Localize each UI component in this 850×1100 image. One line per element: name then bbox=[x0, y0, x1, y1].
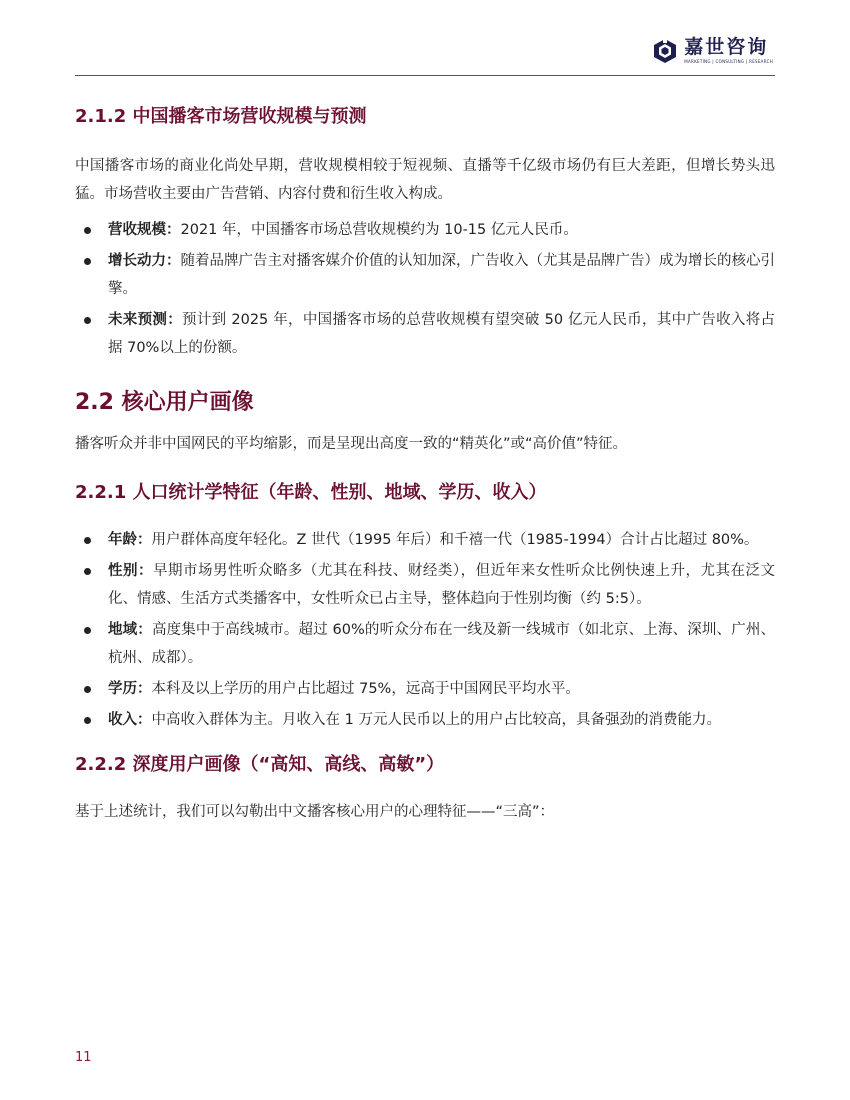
section-heading-2-2-1: 2.2.1 人口统计学特征（年龄、性别、地域、学历、收入） bbox=[75, 482, 547, 503]
bullet-icon bbox=[84, 686, 91, 693]
list-item: 地域：高度集中于高线城市。超过 60%的听众分布在一线及新一线城市（如北京、上海、深圳、广州、杭州、成都）。 bbox=[75, 616, 775, 672]
section-2-2-intro: 播客听众并非中国网民的平均缩影，而是呈现出高度一致的“精英化”或“高价值”特征。 bbox=[75, 436, 628, 452]
logo-name: 嘉世咨询 bbox=[684, 36, 769, 58]
bullet-icon bbox=[84, 568, 91, 575]
company-logo bbox=[652, 36, 773, 66]
section-2-1-2-intro: 中国播客市场的商业化尚处早期，营收规模相较于短视频、直播等千亿级市场仍有巨大差距，但增长势头迅猛。市场营收主要由广告营销、内容付费和衍生收入构成。 bbox=[75, 158, 775, 202]
list-item: 学历：本科及以上学历的用户占比超过 75%，远高于中国网民平均水平。 bbox=[75, 675, 775, 703]
bullet-icon bbox=[84, 258, 91, 265]
list-item: 年龄：用户群体高度年轻化。Z 世代（1995 年后）和千禧一代（1985-1994）合计占比超过 80%。 bbox=[75, 526, 775, 554]
section-heading-2-1-2: 2.1.2 中国播客市场营收规模与预测 bbox=[75, 106, 367, 127]
section-heading-2-2: 2.2 核心用户画像 bbox=[75, 390, 254, 415]
logo-mark-icon bbox=[652, 38, 678, 64]
list-item: 收入：中高收入群体为主。月收入在 1 万元人民币以上的用户占比较高，具备强劲的消费能力。 bbox=[75, 706, 775, 734]
bullet-icon bbox=[84, 537, 91, 544]
list-item: 增长动力：随着品牌广告主对播客媒介价值的认知加深，广告收入（尤其是品牌广告）成为增长的核心引擎。 bbox=[75, 247, 775, 303]
logo-tagline: MARKETING | CONSULTING | RESEARCH bbox=[684, 59, 773, 64]
bullet-icon bbox=[84, 627, 91, 634]
list-item: 性别：早期市场男性听众略多（尤其在科技、财经类），但近年来女性听众比例快速上升，尤其在泛文化、情感、生活方式类播客中，女性听众已占主导，整体趋向于性别均衡（约 5:5）。 bbox=[75, 557, 775, 613]
section-heading-2-2-2: 2.2.2 深度用户画像（“高知、高线、高敏”） bbox=[75, 754, 445, 775]
section-2-2-2-intro: 基于上述统计，我们可以勾勒出中文播客核心用户的心理特征——“三高”： bbox=[75, 804, 555, 820]
bullet-icon bbox=[84, 227, 91, 234]
page-number: 11 bbox=[75, 1050, 92, 1065]
revenue-bullet-list bbox=[75, 216, 775, 362]
list-item: 营收规模：2021 年，中国播客市场总营收规模约为 10-15 亿元人民币。 bbox=[75, 216, 775, 244]
list-item: 未来预测：预计到 2025 年，中国播客市场的总营收规模有望突破 50 亿元人民币，其中广告收入将占据 70%以上的份额。 bbox=[75, 306, 775, 362]
demographics-bullet-list bbox=[75, 526, 775, 734]
page-header bbox=[75, 30, 775, 76]
bullet-icon bbox=[84, 317, 91, 324]
main-content bbox=[75, 104, 775, 826]
bullet-icon bbox=[84, 717, 91, 724]
